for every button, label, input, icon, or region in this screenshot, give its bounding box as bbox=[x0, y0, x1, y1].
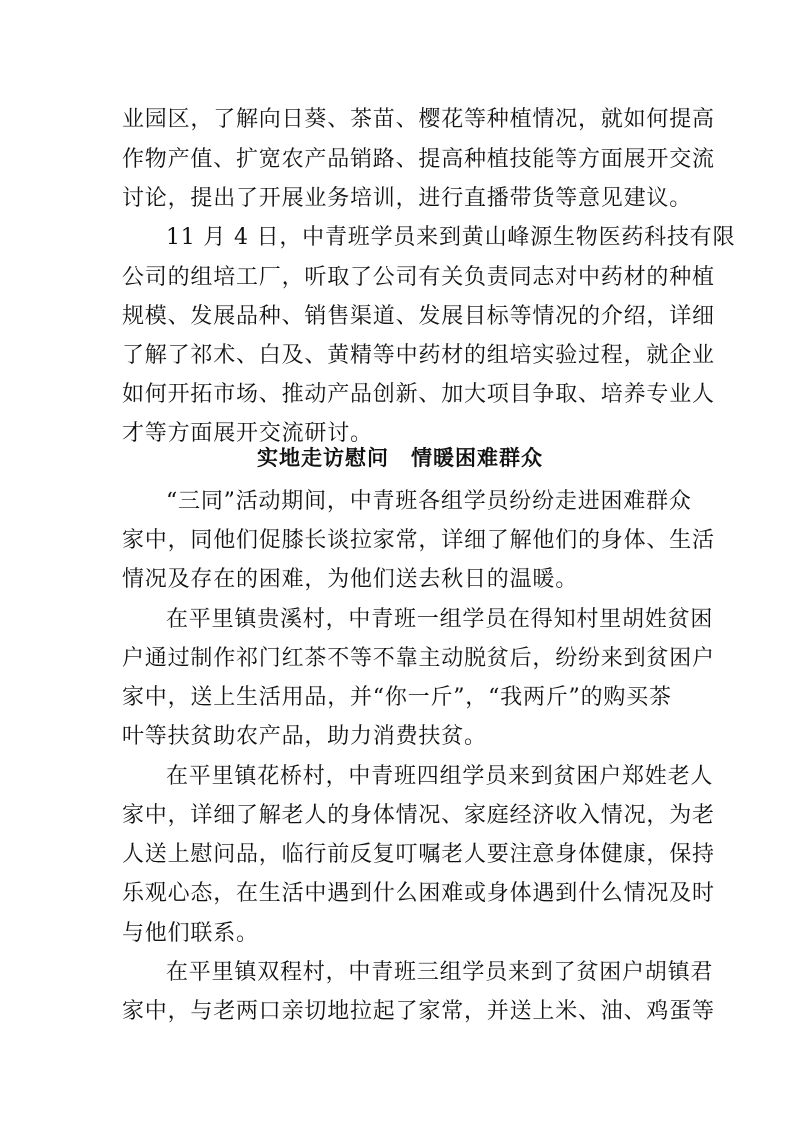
paragraph-line: 在平里镇花桥村，中青班四组学员来到贫困户郑姓老人 bbox=[166, 764, 714, 789]
paragraph-line: 家中，同他们促膝长谈拉家常，详细了解他们的身体、生活 bbox=[122, 528, 715, 553]
paragraph-line: 规模、发展品种、销售渠道、发展目标等情况的介绍，详细 bbox=[122, 304, 715, 329]
paragraph-line: 如何开拓市场、推动产品创新、加大项目争取、培养专业人 bbox=[122, 382, 715, 407]
paragraph-line: 才等方面展开交流研讨。 bbox=[122, 421, 373, 446]
paragraph-line: 讨论，提出了开展业务培训，进行直播带货等意见建议。 bbox=[122, 186, 693, 211]
paragraph-line: 与他们联系。 bbox=[122, 921, 259, 946]
paragraph-line: 叶等扶贫助农产品，助力消费扶贫。 bbox=[122, 724, 487, 749]
paragraph-line: 在平里镇双程村，中青班三组学员来到了贫困户胡镇君 bbox=[166, 960, 714, 985]
paragraph-line: 人送上慰问品，临行前反复叮嘱老人要注意身体健康，保持 bbox=[122, 842, 715, 867]
paragraph-line: 家中，与老两口亲切地拉起了家常，并送上米、油、鸡蛋等 bbox=[122, 999, 715, 1024]
paragraph-line: 业园区，了解向日葵、茶苗、樱花等种植情况，就如何提高 bbox=[122, 107, 715, 132]
paragraph-line: 乐观心态，在生活中遇到什么困难或身体遇到什么情况及时 bbox=[122, 881, 715, 906]
paragraph-line: “三同”活动期间，中青班各组学员纷纷走进困难群众 bbox=[166, 489, 692, 514]
paragraph-line: 家中，详细了解老人的身体情况、家庭经济收入情况，为老 bbox=[122, 803, 715, 828]
section-heading: 实地走访慰问 情暖困难群众 bbox=[257, 445, 543, 470]
paragraph-line: 11 月 4 日，中青班学员来到黄山峰源生物医药科技有限 bbox=[166, 225, 736, 250]
paragraph-line: 公司的组培工厂，听取了公司有关负责同志对中药材的种植 bbox=[122, 265, 715, 290]
paragraph-line: 家中，送上生活用品，并“你一斤”，“我两斤”的购买茶 bbox=[122, 685, 672, 710]
paragraph-line: 户通过制作祁门红茶不等不靠主动脱贫后，纷纷来到贫困户 bbox=[122, 646, 715, 671]
paragraph-line: 了解了祁术、白及、黄精等中药材的组培实验过程，就企业 bbox=[122, 343, 715, 368]
paragraph-line: 情况及存在的困难，为他们送去秋日的温暖。 bbox=[122, 567, 579, 592]
paragraph-line: 作物产值、扩宽农产品销路、提高种植技能等方面展开交流 bbox=[122, 147, 715, 172]
paragraph-line: 在平里镇贵溪村，中青班一组学员在得知村里胡姓贫困 bbox=[166, 607, 714, 632]
